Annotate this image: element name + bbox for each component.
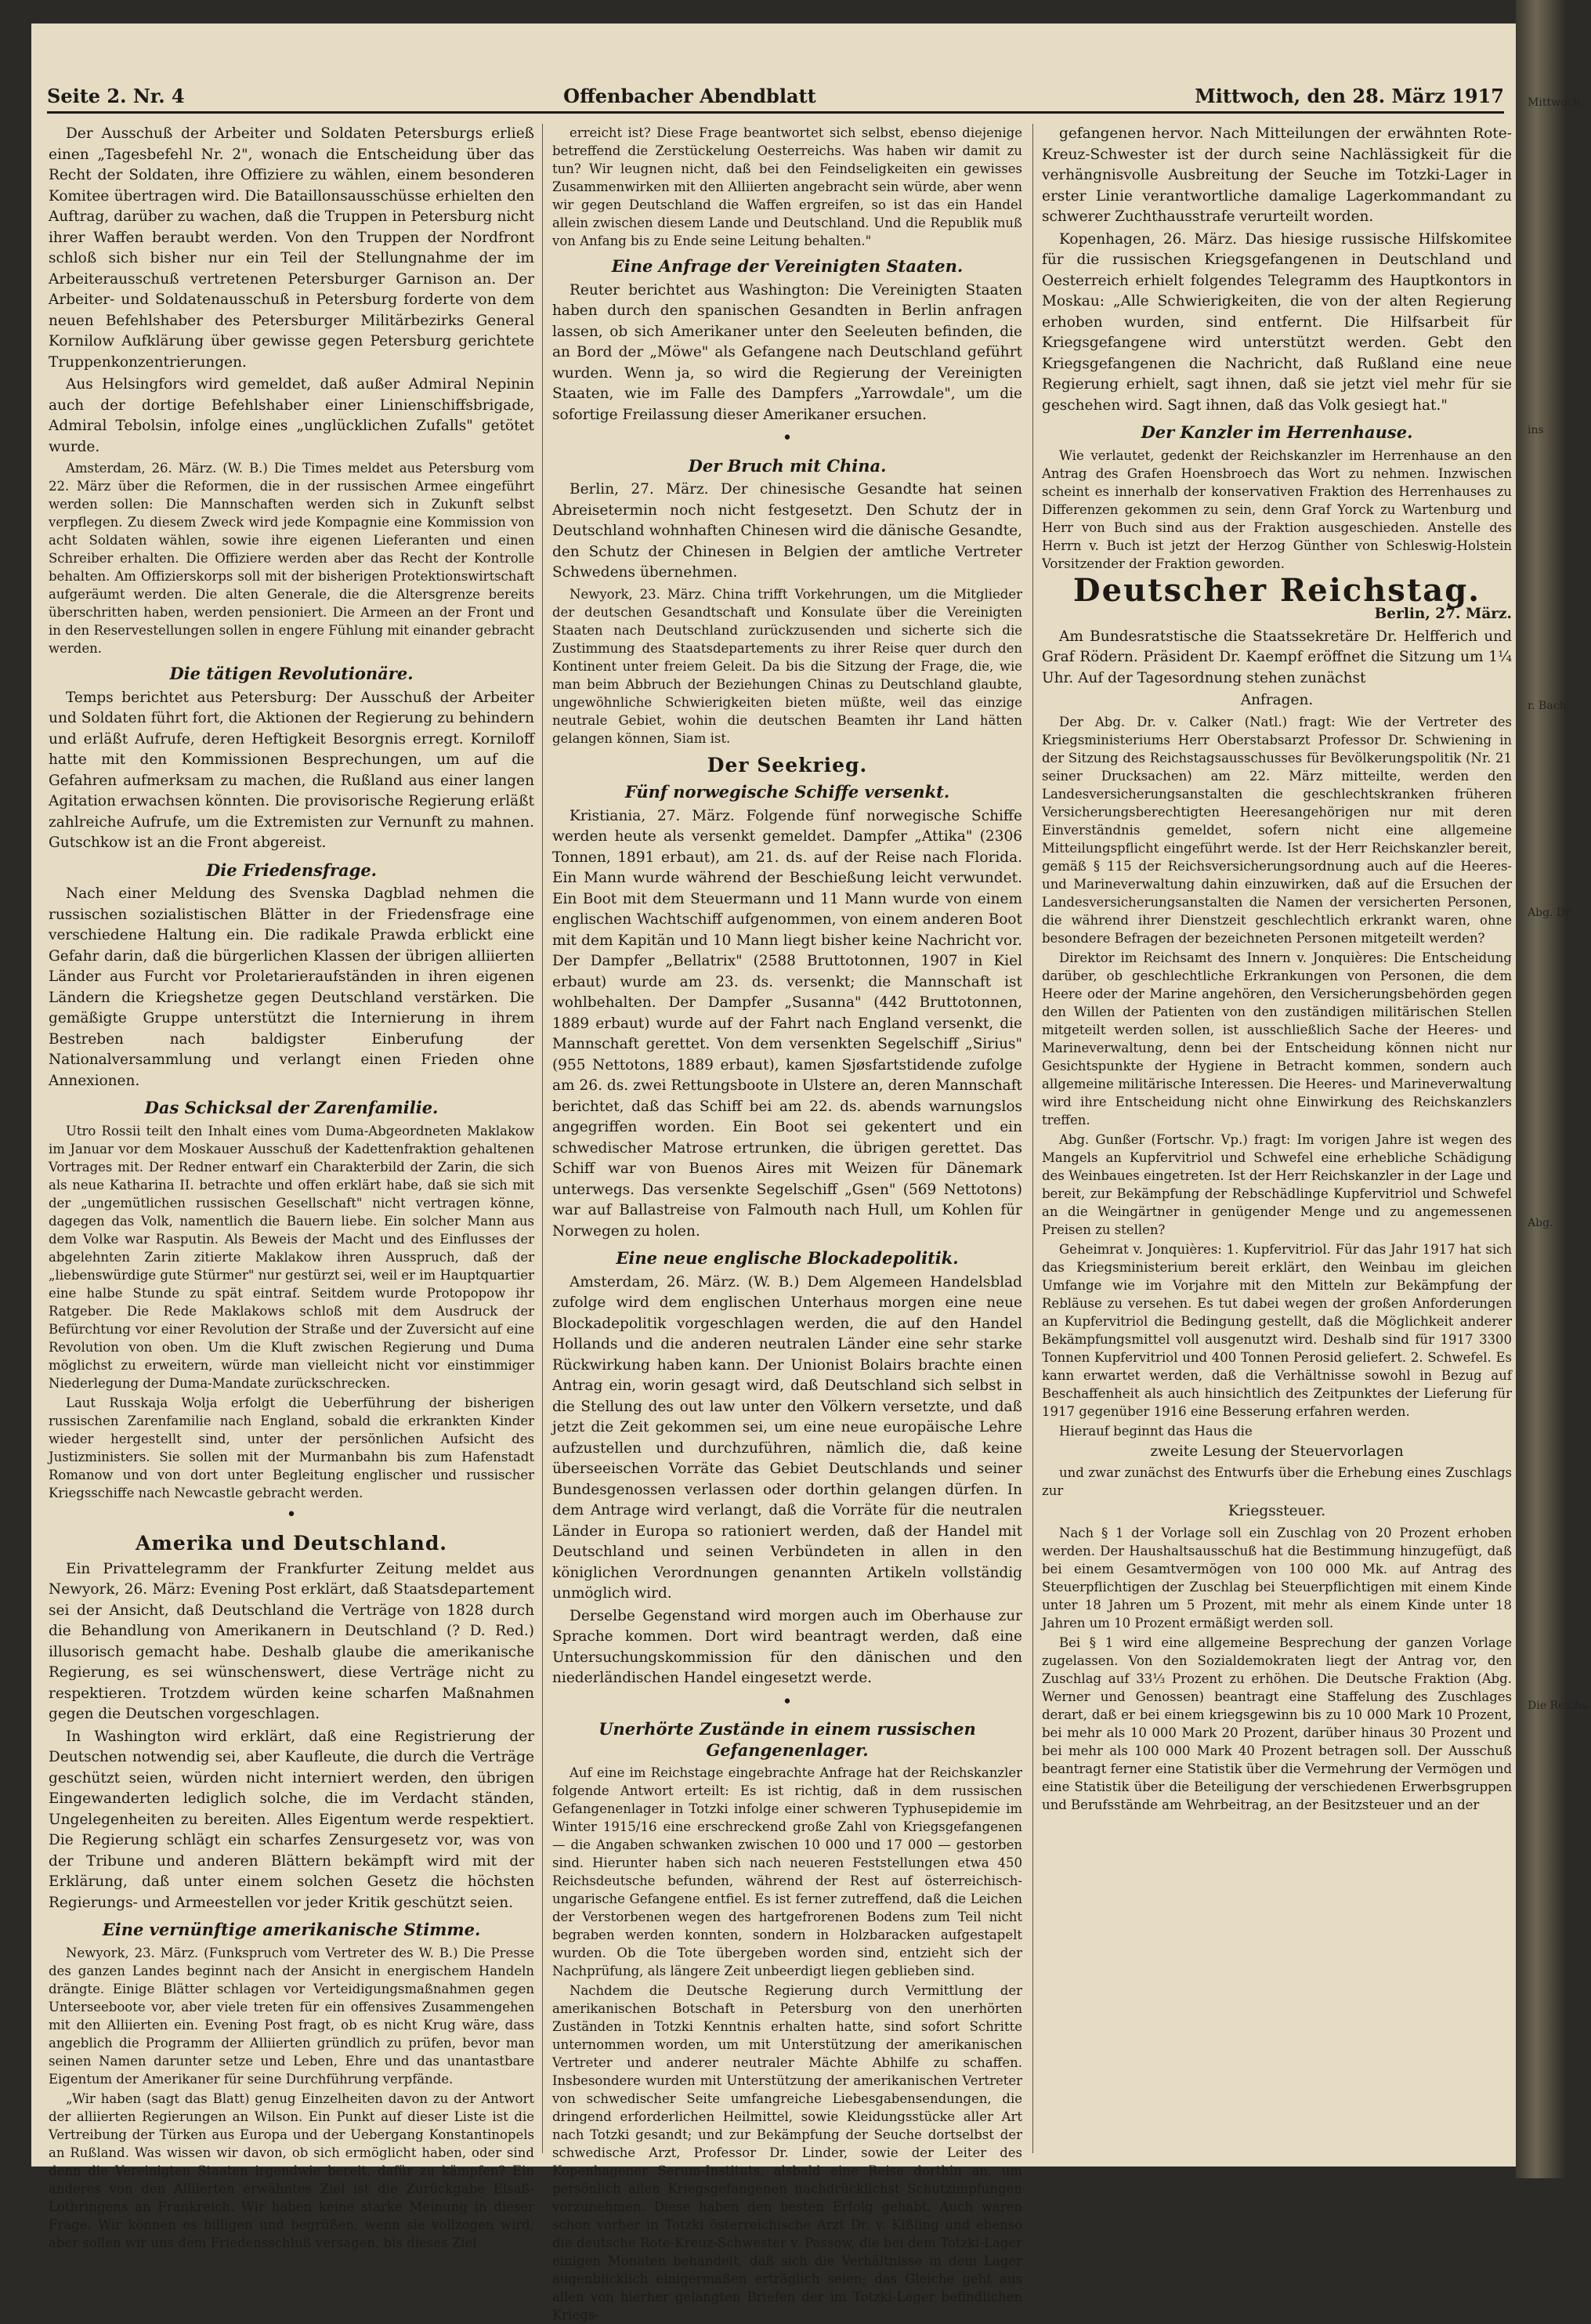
edge-text-line bbox=[1528, 1594, 1567, 1611]
article-paragraph: Nach einer Meldung des Svenska Dagblad nehmen die russischen sozialistischen Blätter in der Friedensfrage eine verschiedene Haltung ein. Die radikale Prawda erblickt eine Gefahr darin, daß die bürgerlichen Klassen der übrigen alliierten Länder aus Furcht vor Proletarieraufständen in ihren eigenen Ländern die Kriegshetze gegen Deutschland verstärken. Die gemäßigte Gruppe unterstützt die Internierung in ihrem Bestreben nach baldigster Einberufung der Nationalversammlung und verlangt einen Frieden ohne Annexionen. bbox=[49, 885, 534, 1089]
edge-text-line bbox=[1528, 1525, 1567, 1542]
article-subheading: Kriegssteuer. bbox=[1228, 1503, 1326, 1519]
article-heading: Der Seekrieg. bbox=[707, 753, 868, 776]
edge-text-line bbox=[1528, 1680, 1567, 1697]
article-paragraph: Direktor im Reichsamt des Innern v. Jonquières: Die Entscheidung darüber, ob geschlechtliche Erkrankungen von Personen, die dem Heere oder der Marine angehören, den Versicherungsbehörden gegen den Willen der Patienten von den zuständigen militärischen Stellen mitgeteilt werden sollen, ist ausschließlich Sache der Heeres- und Marineverwaltung, denn bei der Entscheidung können nicht nur Gesichtspunkte der Hygiene in Betracht kommen, sondern auch allgemeine militärische Interessen. Die Heeres- und Marineverwaltung wird ihre Entscheidung nicht ohne Einwirkung des Reichskanzlers treffen. bbox=[1042, 950, 1512, 1128]
edge-text-line bbox=[1528, 1456, 1567, 1473]
edge-text-line bbox=[1528, 232, 1567, 249]
article-paragraph: Bei § 1 wird eine allgemeine Besprechung der ganzen Vorlage zugelassen. Von den Sozialdemokraten liegt der Antrag vor, den Zuschlag auf 33⅓ Prozent zu erhöhen. Die Deutsche Fraktion (Abg. Werner und Genossen) beantragt eine Staffelung des Zuschlages derart, daß er bei einem kriegsgewinn bis zu 10 000 Mark 10 Prozent, bei mehr als 10 000 Mark 20 Prozent, darüber hinaus 30 Prozent und bei mehr als 100 000 Mark 40 Prozent betragen soll. Der Ausschuß beantragt ferner eine Statistik über die Vermehrung der Vermögen und eine Statistik über die Beteiligung der verschiedenen Erwerbsgruppen und Berufsstände am Wehrbeitrag, an der Besitzsteuer und an der bbox=[1042, 1634, 1512, 1812]
edge-text-line bbox=[1528, 370, 1567, 387]
edge-text-line bbox=[1528, 784, 1567, 801]
edge-text-line bbox=[1528, 456, 1567, 473]
edge-text-line bbox=[1528, 1542, 1567, 1559]
article-paragraph: Nach § 1 der Vorlage soll ein Zuschlag von 20 Prozent erhoben werden. Der Haushaltsausschuß hat die Bestimmung hinzugefügt, daß bei einem Gesamtvermögen von 100 000 Mk. auf Antrag des Steuerpflichtigen der Zuschlag bei Steuerpflichtigen mit einem Kinde unter 18 Jahren um 5 Prozent, mit mehr als einem Kinde unter 18 Jahren um 10 Prozent ermäßigt werden soll. bbox=[1042, 1525, 1512, 1631]
header-page-number: Seite 2. Nr. 4 bbox=[47, 84, 185, 107]
article-paragraph: Nachdem die Deutsche Regierung durch Vermittlung der amerikanischen Botschaft in Petersburg von den unerhörten Zuständen in Totzki Kenntnis erhalten hatte, sind sofort Schritte unternommen worden, um mit Unterstützung der amerikanischen Vertreter und anderer neutraler Mächte Abhilfe zu schaffen. Insbesondere wurden mit Unterstützung der amerikanischen Vertreter von schwedischer Seite umfangreiche Liebesgabensendungen, die dringend erforderlichen Heilmittel, sowie Kleidungsstücke aller Art nach Totzki gesandt; und zur Bekämpfung der Seuche dortselbst der schwedische Arzt, Professor Dr. Linder, sowie der Leiter des Kopenhagener Serum-Instituts, alsbald eine Reise dorthin an, um persönlich allen Kriegsgefangenen nachdrücklichst Schutzimpfungen vorzunehmen. Diese haben den besten Erfolg gehabt. Auch waren schon vorher in Totzki österreichische Arzt Dr. v. Kißling und ebenso die deutsche Rote-Kreuz-Schwester v. Passow, die bei dem Totzki-Lager einigen Monaten behandelt, daß sich die Verhältnisse in dem Lager augenblicklich einigermaßen erträglich seien; das Gleiche geht aus allen von hierher gelangten Briefen der im Totzki-Lager befindlichen Kriegs- bbox=[552, 1983, 1022, 2322]
article-heading: Eine neue englische Blockadepolitik. bbox=[616, 1248, 959, 1268]
column-1 bbox=[49, 124, 534, 2250]
edge-text-line bbox=[1528, 732, 1567, 749]
article-paragraph: Temps berichtet aus Petersburg: Der Ausschuß der Arbeiter und Soldaten führt fort, die Aktionen der Regierung zu behindern und erläßt Aufrufe, deren Heftigkeit Besorgnis erregt. Korniloff hatte mit den Kommissionen Besprechungen, um auf die Gefahren aufmerksam zu machen, die Rußland aus einer langen Agitation erwachsen könnten. Die provisorische Regierung erläßt zahlreiche Aufrufe, um die Extremisten zur Vernunft zu mahnen. Gutschkow ist an die Front abgereist. bbox=[49, 689, 534, 851]
edge-text-line bbox=[1528, 542, 1567, 559]
edge-text-line bbox=[1528, 1008, 1567, 1025]
edge-text-line bbox=[1528, 111, 1567, 129]
edge-text-line bbox=[1528, 1301, 1567, 1318]
article-paragraph: Utro Rossii teilt den Inhalt eines vom Duma-Abgeordneten Maklakow im Januar vor dem Moskauer Ausschuß der Kadettenfraktion gehaltenen Vortrages mit. Der Redner entwarf ein Charakterbild der Zarin, die sich als neue Katharina II. betrachte und offen erklärt habe, daß sie sich mit der „ungemütlichen russischen Gesellschaft" nicht vertragen könne, dagegen das Volk, namentlich die Bauern liebe. Ein solcher Mann aus dem Volke war Rasputin. Als Beweis der Macht und des Einflusses der abgelehnten Zarin zitierte Maklakow ihren Ausspruch, daß der „liebenswürdige gute Stürmer" nur gestürzt sei, weil er im Hauptquartier eine halbe Stunde zu spät eintraf. Seitdem wurde Protopopow ihr Ratgeber. Die Rede Maklakows schloß mit dem Ausdruck der Befürchtung vor einer Revolution der Straße und der Zuversicht auf eine Revolution von oben. Um die Kluft zwischen Regierung und Duma möglichst zu erweitern, würde man vielleicht nicht vor einstimmiger Niederlegung der Duma-Mandate zurückschrecken. bbox=[49, 1123, 534, 1391]
edge-text-line bbox=[1528, 852, 1567, 870]
article-heading: Eine vernünftige amerikanische Stimme. bbox=[102, 1920, 481, 1939]
page-header bbox=[47, 80, 1504, 114]
edge-text-line bbox=[1528, 1146, 1567, 1163]
edge-text-line: Mittwoch, bbox=[1528, 96, 1584, 109]
edge-text-line bbox=[1528, 197, 1567, 215]
edge-text-line bbox=[1528, 1352, 1567, 1370]
edge-text-line bbox=[1528, 715, 1567, 732]
edge-text-line bbox=[1528, 1318, 1567, 1335]
edge-text-line bbox=[1528, 335, 1567, 353]
edge-text-line bbox=[1528, 835, 1567, 852]
edge-text-line bbox=[1528, 1249, 1567, 1266]
edge-text-line bbox=[1528, 1283, 1567, 1301]
column-3 bbox=[1042, 124, 1512, 2153]
article-paragraph: Newyork, 23. März. (Funkspruch vom Vertreter des W. B.) Die Presse des ganzen Landes beginnt nach der Ansicht in energischem Handeln drängte. Einige Blätter schlagen vor Verteidigungsmaßnahmen gegen Unterseeboote vor, aber viele treten für ein offensives Zusammengehen mit den Alliierten ein. Evening Post fragt, ob es nicht Krug wäre, dass angeblich die Programm der Alliierten gründlich zu prüfen, bevor man seinen Namen darunter setze und Leben, Ehre und das unantastbare Eigentum der Amerikaner für seine Durchführung verpfände. bbox=[49, 1945, 534, 2087]
article-heading: Die Friedensfrage. bbox=[206, 860, 377, 880]
edge-text-line bbox=[1528, 1439, 1567, 1456]
article-subheading: zweite Lesung der Steuervorlagen bbox=[1150, 1443, 1404, 1460]
article-paragraph: Newyork, 23. März. China trifft Vorkehrungen, um die Mitglieder der deutschen Gesandtschaft und Konsulate über die Vereinigten Staaten nach Deutschland zurückzusenden und sicherte sich die Zustimmung des Staatsdepartements zu ihrer Reise quer durch den Kontinent unter freiem Geleit. Da bis die Sitzung der Frage, die, wie man beim Abbruch der Beziehungen Chinas zu Deutschland glaubte, ungewöhnliche Schwierigkeiten bieten müßte, weil das einzige neutrale Gebiet, wohin die deutschen Beamten ihr Land hätten gelangen können, Siam ist. bbox=[552, 586, 1022, 746]
adjacent-page-edge bbox=[1528, 94, 1591, 2131]
article-heading: Unerhörte Zustände in einem russischen Gefangenenlager. bbox=[598, 1719, 976, 1760]
article-paragraph: Wie verlautet, gedenkt der Reichskanzler im Herrenhause an den Antrag des Grafen Hoensbroech das Wort zu nehmen. Inzwischen scheint es innerhalb der konservativen Fraktion des Herrenhauses zu Differenzen gekommen zu sein, denn Graf Yorck zu Wartenburg und Herr von Buch sind aus der Fraktion ausgeschieden. Anstelle des Herrn v. Buch ist jetzt der Herzog Günther von Schleswig-Holstein Vorsitzender der Fraktion geworden. bbox=[1042, 447, 1512, 571]
edge-text-line bbox=[1528, 180, 1567, 197]
article-paragraph: Amsterdam, 26. März. (W. B.) Dem Algemeen Handelsblad zufolge wird dem englischen Unterhaus morgen eine neue Blockadepolitik vorgeschlagen werden, die auf den Handel Hollands und die anderen neutralen Länder eine sehr starke Rückwirkung haben kann. Der Unionist Bolairs brachte einen Antrag ein, worin gesagt wird, daß Deutschland sich selbst in die Stellung des out law unter den Völkern versetzte, und daß jetzt die Zeit gekommen sei, um eine neue europäische Lehre aufzustellen und durchzuführen, nämlich die, daß keine überseeischen Vorräte das Gebiet Deutschlands und seiner Bundesgenossen verlassen oder dorthin gelangen dürfen. In dem Antrage wird verlangt, daß die Vorräte für die neutralen Länder in Europa so rationiert werden, daß der Handel mit Deutschland und seinen Verbündeten in allen in den königlichen Verordnungen genannten Artikeln vollständig unmöglich wird. bbox=[552, 1273, 1022, 1602]
edge-text-line bbox=[1528, 284, 1567, 301]
edge-text-line bbox=[1528, 1490, 1567, 1508]
article-paragraph: In Washington wird erklärt, daß eine Registrierung der Deutschen notwendig sei, aber Kaufleute, die durch die Verträge geschützt seien, würden nicht interniert werden, den übrigen Eingewanderten lediglich solche, die im Verdacht ständen, Ungelegenheiten zu bereiten. Alles Eigentum werde respektiert. Die Regierung schlägt ein scharfes Zensurgesetz vor, was von der Tribune und anderen Blättern bekämpft wird mit der Erklärung, daß unter einem solchen Gesetz die höchsten Regierungs- und Armeestellen vor jeder Kritik geschützt seien. bbox=[49, 1728, 534, 1911]
edge-text-line bbox=[1528, 1180, 1567, 1197]
edge-text-line bbox=[1528, 766, 1567, 784]
edge-text-line bbox=[1528, 301, 1567, 318]
article-subheading: Fünf norwegische Schiffe versenkt. bbox=[624, 782, 950, 802]
article-paragraph: Derselbe Gegenstand wird morgen auch im Oberhause zur Sprache kommen. Dort wird beantragt werden, daß eine Untersuchungskommission für den dänischen und den niederländischen Handel eingesetzt werde. bbox=[552, 1607, 1022, 1686]
column-rule bbox=[1032, 124, 1033, 2153]
edge-text-line bbox=[1528, 1645, 1567, 1663]
edge-text-line bbox=[1528, 508, 1567, 525]
edge-text-line bbox=[1528, 1232, 1567, 1249]
edge-text-line bbox=[1528, 921, 1567, 939]
edge-text-line bbox=[1528, 680, 1567, 697]
section-divider: • bbox=[286, 1504, 297, 1525]
section-divider: • bbox=[782, 1692, 793, 1712]
edge-text-line bbox=[1528, 1628, 1567, 1645]
edge-text-line bbox=[1528, 939, 1567, 956]
edge-text-line bbox=[1528, 1266, 1567, 1283]
edge-text-line bbox=[1528, 146, 1567, 163]
edge-text-line bbox=[1528, 1473, 1567, 1490]
article-heading: Der Kanzler im Herrenhause. bbox=[1141, 422, 1413, 442]
edge-text-line bbox=[1528, 1094, 1567, 1111]
edge-text-line bbox=[1528, 973, 1567, 990]
header-date: Mittwoch, den 28. März 1917 bbox=[1195, 84, 1504, 107]
edge-text-line bbox=[1528, 387, 1567, 404]
edge-text-line bbox=[1528, 1387, 1567, 1404]
edge-text-line bbox=[1528, 491, 1567, 508]
edge-text-line bbox=[1528, 215, 1567, 232]
article-heading: Eine Anfrage der Vereinigten Staaten. bbox=[611, 256, 964, 276]
article-paragraph: Abg. Gunßer (Fortschr. Vp.) fragt: Im vorigen Jahre ist wegen des Mangels an Kupfervitriol und Schwefel eine erhebliche Schädigung des Weinbaues eingetreten. Ist der Herr Reichskanzler in der Lage und bereit, zur Bekämpfung der Rebschädlinge Kupfervitriol und Schwefel an die Weingärtner in genügender Menge und zu angemessenen Preisen zu stellen? bbox=[1042, 1131, 1512, 1237]
article-paragraph: gefangenen hervor. Nach Mitteilungen der erwähnten Rote-Kreuz-Schwester ist der durch seine Nachlässigkeit für die verhängnisvolle Ausbreitung der Seuche im Totzki-Lager in erster Linie verantwortliche damalige Lagerkommandant zu schwerer Zuchthausstrafe verurteilt worden. bbox=[1042, 125, 1512, 225]
dateline: Berlin, 27. März. bbox=[1374, 606, 1512, 622]
article-paragraph: und zwar zunächst des Entwurfs über die Erhebung eines Zuschlags zur bbox=[1042, 1465, 1512, 1498]
article-paragraph: Berlin, 27. März. Der chinesische Gesandte hat seinen Abreisetermin noch nicht festgesetzt. Den Schutz der in Deutschland wohnhaften Chinesen wird die dänische Gesandte, den Schutz der Chinesen in Belgien der amtliche Vertreter Schwedens übernehmen. bbox=[552, 481, 1022, 581]
article-paragraph: Kopenhagen, 26. März. Das hiesige russische Hilfskomitee für die russischen Kriegsgefangenen in Deutschland und Oesterreich erhielt folgendes Telegramm des Hauptkontors in Moskau: „Alle Schwierigkeiten, die von der alten Regierung erhoben wurden, sind entfernt. Die Hilfsarbeit für Kriegsgefangene wird unterstützt werden. Gebt den Kriegsgefangenen die Nachricht, daß Rußland eine neue Regierung erhielt, sagt ihnen, daß sie jetzt viel mehr für sie geschehen wird. Sagt ihnen, daß das Volk gesiegt hat." bbox=[1042, 230, 1512, 414]
article-heading: Das Schicksal der Zarenfamilie. bbox=[144, 1098, 439, 1117]
section-divider: • bbox=[782, 429, 793, 448]
edge-text-line bbox=[1528, 1663, 1567, 1680]
edge-text-line bbox=[1528, 1421, 1567, 1439]
article-paragraph: Der Ausschuß der Arbeiter und Soldaten Petersburgs erließ einen „Tagesbefehl Nr. 2", wonach die Entscheidung über das Recht der Soldaten, ihre Offiziere zu wählen, einem besonderen Komitee übertragen wird. Die Bataillonsausschüsse erhielten den Auftrag, darüber zu wachen, daß die Truppen in Petersburg nicht ihrer Waffen beraubt werden. Von den Truppen der Nordfront schloß sich bisher nur ein Teil der Stellungnahme der im Arbeiterausschuß vertretenen Petersburger Garnison an. Der Arbeiter- und Soldatenausschuß in Petersburg forderte von dem neuen Befehlshaber des Petersburger Militärbezirks General Kornilow Aufklärung über gewisse gegen Petersburg gerichtete Truppenkonzentrierungen. bbox=[49, 125, 534, 371]
edge-text-line bbox=[1528, 818, 1567, 835]
edge-text-line bbox=[1528, 1163, 1567, 1180]
edge-text-line bbox=[1528, 1611, 1567, 1628]
edge-text-line bbox=[1528, 1025, 1567, 1042]
article-subheading: Anfragen. bbox=[1240, 692, 1314, 708]
edge-text-line bbox=[1528, 611, 1567, 628]
edge-text-line bbox=[1528, 1197, 1567, 1214]
edge-text-line bbox=[1528, 749, 1567, 766]
newspaper-page bbox=[31, 24, 1516, 2322]
edge-text-line bbox=[1528, 887, 1567, 904]
edge-text-line: r. Bach bbox=[1528, 700, 1567, 712]
edge-text-line: ins bbox=[1528, 424, 1544, 436]
column-rule bbox=[542, 124, 543, 2153]
edge-text-line bbox=[1528, 646, 1567, 663]
article-paragraph: Kristiania, 27. März. Folgende fünf norwegische Schiffe werden heute als versenkt gemeldet. Dampfer „Attika" (2306 Tonnen, 1891 erbaut), am 21. ds. auf der Reise nach Florida. Ein Mann wurde während der Beschießung leicht verwundet. Ein Boot mit dem Steuermann und 11 Mann wurde von einem englischen Wachtschiff aufgenommen, von einem anderen Boot mit dem Kapitän und 10 Mann liegt bisher keine Nachricht vor. Der Dampfer „Bellatrix" (2588 Bruttotonnen, 1907 in Kiel erbaut) wurde am 23. ds. versenkt; die Mannschaft ist wohlbehalten. Der Dampfer „Susanna" (442 Bruttotonnen, 1889 erbaut) wurde auf der Fahrt nach England versenkt, die Mannschaft gerettet. Von dem versenkten Segelschiff „Sirius" (955 Nettotons, 1889 erbaut), kamen Sjøsfartstidende zufolge am 26. ds. zwei Rettungsboote in Ulstere an, deren Mannschaft berichtet, daß das Schiff bei am 22. ds. abends warnungslos angegriffen worden. Ein Boot sei gekentert und ein schwedischer Matrose ertrunken, die übrigen gerettet. Das Schiff war von Buenos Aires mit Weizen für Dänemark unterwegs. Das versenkte Segelschiff „Gsen" (569 Nettotons) war auf Ballastreise von Falmouth nach Hull, um Kohlen für Norwegen zu holen. bbox=[552, 807, 1022, 1240]
article-paragraph: Hierauf beginnt das Haus die bbox=[1059, 1423, 1253, 1439]
article-paragraph: erreicht ist? Diese Frage beantwortet sich selbst, ebenso diejenige betreffend die Zerstückelung Oesterreichs. Was haben wir damit zu tun? Wir leugnen nicht, daß bei den Feindseligkeiten ein gewisses Zusammenwirken mit den Alliierten angebracht sein würde, aber wenn wir gegen Deutschland die Waffen ergreifen, so ist das ein Handel allein zwischen diesem Lande und Deutschland. Und die Republik muß von Anfang bis zu Ende seine Leitung behalten." bbox=[552, 125, 1022, 248]
edge-text-line bbox=[1528, 404, 1567, 422]
article-paragraph: Aus Helsingfors wird gemeldet, daß außer Admiral Nepinin auch der dortige Befehlshaber einer Linienschiffsbrigade, Admiral Tebolsin, infolge eines „unglücklichen Zufalls" getötet wurde. bbox=[49, 376, 534, 455]
edge-text-line bbox=[1528, 439, 1567, 456]
article-paragraph: Der Abg. Dr. v. Calker (Natl.) fragt: Wie der Vertreter des Kriegsministeriums Herr Oberstabsarzt Professor Dr. Schwiening in der Sitzung des Reichstagsausschusses für Bevölkerungspolitik (Nr. 21 seiner Drucksachen) am 22. März mitteilte, werden den Landesversicherungsanstalten die geschlechtskranken früheren Versicherungsberechtigten Heeresangehörigen nur mit deren Einverständnis gemeldet, sofern nicht eine allgemeine Mitteilungspflicht eingeführt werde. Ist der Herr Reichskanzler bereit, gemäß § 115 der Reichsversicherungsordnung auch auf die Heeres- und Marineverwaltung dahin einzuwirken, daß auf die Ersuchen der Landesversicherungsanstalten die Namen der versicherten Personen, die während ihrer Dienstzeit geschlechtlich erkrankt waren, ohne besondere Befragen der bezeichneten Personen mitgeteilt werden? bbox=[1042, 714, 1512, 946]
edge-text-line bbox=[1528, 1042, 1567, 1059]
edge-text-line bbox=[1528, 870, 1567, 887]
edge-text-line bbox=[1528, 1508, 1567, 1525]
edge-text-line bbox=[1528, 990, 1567, 1008]
edge-text-line bbox=[1528, 628, 1567, 646]
article-paragraph: Auf eine im Reichstage eingebrachte Anfrage hat der Reichskanzler folgende Antwort erteilt: Es ist richtig, daß in dem russischen Gefangenenlager in Totzki infolge einer schweren Typhusepidemie im Winter 1915/16 eine erschreckend große Zahl von Kriegsgefangenen — die Angaben schwanken zwischen 10 000 und 17 000 — gestorben sind. Hierunter haben sich nach neueren Feststellungen etwa 450 Reichsdeutsche befunden, während der Rest auf österreichisch-ungarische Gefangene entfiel. Es ist ferner zutreffend, daß die Leichen der Verstorbenen wegen des hartgefrorenen Bodens zum Teil nicht begraben werden konnten, sondern in Holzbaracken aufgestapelt wurden. Ob die Tote übergeben worden sind, entzieht sich der Nachprüfung, als längere Zeit unbeerdigt liegen geblieben sind. bbox=[552, 1765, 1022, 1978]
edge-text-line bbox=[1528, 473, 1567, 491]
edge-text-line bbox=[1528, 1335, 1567, 1352]
edge-text-line bbox=[1528, 1059, 1567, 1077]
article-paragraph: Amsterdam, 26. März. (W. B.) Die Times meldet aus Petersburg vom 22. März über die Reformen, die in der russischen Armee eingeführt werden sollen: Die Mannschaften werden sich in Zukunft selbst verpflegen. Zu diesem Zweck wird jede Kompagnie eine Kommission von acht Soldaten wählen, sowie ihre eigenen Lieferanten und einen Schreiber erhalten. Die Offiziere werden aber das Recht der Kontrolle behalten. Am Offizierskorps soll mit der bisherigen Protektionswirtschaft aufgeräumt werden. Die alten Generale, die die Altersgrenze bereits überschritten haben, werden pensioniert. Die Armeen an der Front und in den Reservestellungen sollen in engere Fühlung mit einander gebracht werden. bbox=[49, 461, 534, 656]
edge-text-line bbox=[1528, 1077, 1567, 1094]
column-2 bbox=[552, 124, 1022, 2322]
article-paragraph: Am Bundesratstische die Staatssekretäre Dr. Helfferich und Graf Rödern. Präsident Dr. Kaempf eröffnet die Sitzung um 1¼ Uhr. Auf der Tagesordnung stehen zunächst bbox=[1042, 628, 1512, 686]
edge-text-line bbox=[1528, 1370, 1567, 1387]
article-heading: Amerika und Deutschland. bbox=[135, 1532, 448, 1555]
section-masthead-reichstag: Deutscher Reichstag. bbox=[1072, 571, 1481, 609]
article-paragraph: Geheimrat v. Jonquières: 1. Kupfervitriol. Für das Jahr 1917 hat sich das Kriegsministerium bereit erklärt, den Weinbau im gleichen Umfange wie im Vorjahre mit den Mitteln zur Bekämpfung der Rebläuse zu versehen. Es tut dabei wegen der großen Anforderungen an Kupfervitriol die Bedingung gestellt, daß die Möglichkeit anderer Bekämpfungsmittel voll ausgenutzt wird. Deshalb sind für 1917 3300 Tonnen Kupfervitriol und 400 Tonnen Perosid geliefert. 2. Schwefel. Es kann erwartet werden, daß die Verhältnisse sowohl in Bezug auf Beschaffenheit als auch hinsichtlich des Zeitpunktes der Lieferung für 1917 gegenüber 1916 eine Besserung erfahren werden. bbox=[1042, 1241, 1512, 1419]
edge-text-line bbox=[1528, 1128, 1567, 1146]
edge-text-line bbox=[1528, 266, 1567, 284]
edge-text-line: Die Reichs- bbox=[1528, 1700, 1591, 1712]
edge-text-line bbox=[1528, 353, 1567, 370]
edge-text-line bbox=[1528, 129, 1567, 146]
edge-text-line bbox=[1528, 249, 1567, 266]
edge-text-line bbox=[1528, 525, 1567, 542]
article-heading: Der Bruch mit China. bbox=[688, 455, 887, 476]
edge-text-line bbox=[1528, 1404, 1567, 1421]
edge-text-line bbox=[1528, 1576, 1567, 1594]
edge-text-line bbox=[1528, 801, 1567, 818]
edge-text-line bbox=[1528, 1111, 1567, 1128]
edge-text-line bbox=[1528, 956, 1567, 973]
edge-text-line bbox=[1528, 577, 1567, 594]
edge-text-line bbox=[1528, 559, 1567, 577]
edge-text-line: Abg. bbox=[1528, 1217, 1553, 1229]
edge-text-line bbox=[1528, 663, 1567, 680]
edge-text-line bbox=[1528, 318, 1567, 335]
article-paragraph: Laut Russkaja Wolja erfolgt die Ueberführung der bisherigen russischen Zarenfamilie nach England, sobald die erkrankten Kinder wieder hergestellt sind, unter der persönlichen Aufsicht des Justizministers. Sie sollen mit der Murmanbahn bis zum Hafenstadt Romanow und von dort unter Begleitung englischer und russischer Kriegsschiffe nach Newcastle gebracht werden. bbox=[49, 1395, 534, 1500]
header-newspaper-title: Offenbacher Abendblatt bbox=[563, 84, 816, 107]
article-heading: Die tätigen Revolutionäre. bbox=[169, 664, 414, 683]
edge-text-line bbox=[1528, 594, 1567, 611]
edge-text-line bbox=[1528, 163, 1567, 180]
article-paragraph: Reuter berichtet aus Washington: Die Vereinigten Staaten haben durch den spanischen Gesandten in Berlin anfragen lassen, ob sich Amerikaner unter den Seeleuten befinden, die an Bord der „Möwe" als Gefangene nach Deutschland geführt wurden. Wenn ja, so wird die Regierung der Vereinigten Staaten, wie im Falle des Dampfers „Yarrowdale", um die sofortige Freilassung dieser Amerikaner ersuchen. bbox=[552, 281, 1022, 423]
edge-text-line bbox=[1528, 1559, 1567, 1576]
article-paragraph: Ein Privattelegramm der Frankfurter Zeitung meldet aus Newyork, 26. März: Evening Post erklärt, daß Staatsdepartement sei der Ansicht, daß Deutschland die Verträge von 1828 durch die Behandlung von Amerikanern in Deutschland (? D. Red.) illusorisch gemacht habe. Deshalb glaube die amerikanische Regierung, es sei wünschenswert, diese Verträge nicht zu respektieren. Trotzdem würden keine scharfen Maßnahmen gegen die Deutschen vorgeschlagen. bbox=[49, 1560, 534, 1722]
article-paragraph: „Wir haben (sagt das Blatt) genug Einzelheiten davon zu der Antwort der alliierten Regierungen an Wilson. Ein Punkt auf dieser Liste ist die Vertreibung der Türken aus Europa und der Uebergang Konstantinopels an Rußland. Was wissen wir davon, ob sich ermöglicht haben, oder sind denn die Vereinigten Staaten irgendwie bereit, dafür zu kämpfen? Ein anderes von den Alliierten erwähntes Ziel ist die Zurückgabe Elsaß-Lothringens an Frankreich. Wir haben keine starke Meinung in dieser Frage. Wir können es billigen und begrüßen, wenn sie vollzogen wird, aber sollen wir uns dem Friedensschluß versagen, bis dieses Ziel bbox=[49, 2091, 534, 2250]
edge-text-line: Abg. Dr. bbox=[1528, 907, 1573, 919]
